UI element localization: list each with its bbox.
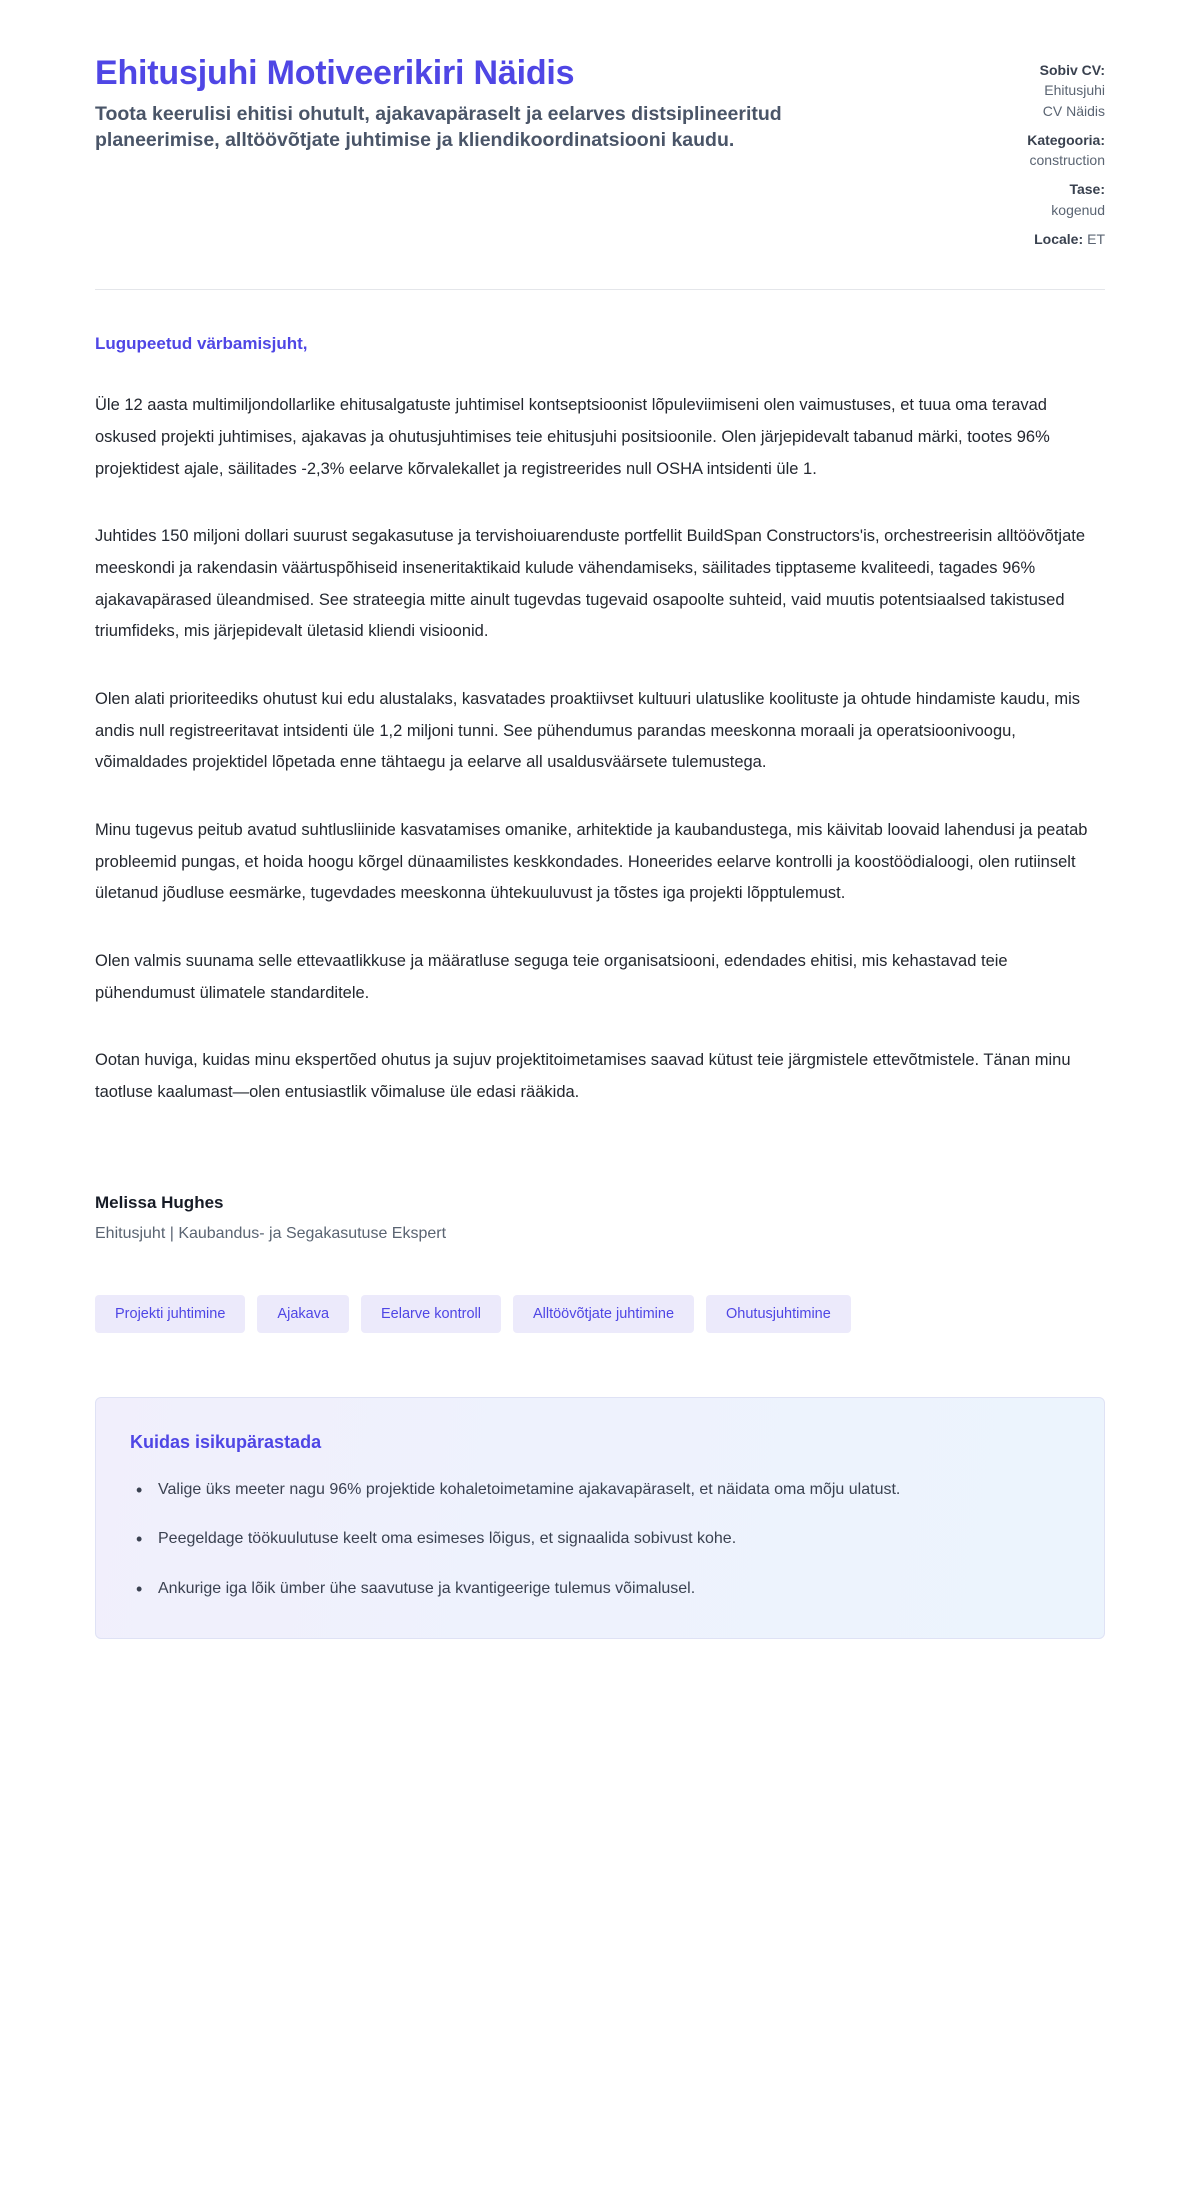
header-text-block bbox=[95, 54, 795, 153]
meta-category-value: construction bbox=[1029, 152, 1105, 169]
meta-category-label: Kategooria: bbox=[1027, 131, 1105, 148]
skill-chip[interactable]: Projekti juhtimine bbox=[95, 1295, 245, 1333]
personalization-tips-list bbox=[130, 1475, 1066, 1604]
tip-list-item: • Peegeldage töökuulutuse keelt oma esimeses lõigus, et signaalida sobivust kohe. bbox=[154, 1524, 1066, 1554]
skill-chip[interactable]: Ohutusjuhtimine bbox=[706, 1295, 851, 1333]
page-subtitle: Toota keerulisi ehitisi ohutult, ajakavapäraselt ja eelarves distsiplineeritud planeerimise, alltöövõtjate juhtimise ja kliendikoordinatsiooni kaudu. bbox=[95, 102, 782, 151]
tip-list-item: • Valige üks meeter nagu 96% projektide kohaletoimetamine ajakavapäraselt, et näidata oma mõju ulatust. bbox=[154, 1475, 1066, 1505]
document-metadata bbox=[915, 54, 1105, 249]
meta-locale-value: ET bbox=[1087, 231, 1105, 248]
personalization-tips-title: Kuidas isikupärastada bbox=[130, 1431, 322, 1452]
tip-list-item: • Ankurige iga lõik ümber ühe saavutuse ja kvantigeerige tulemus võimalusel. bbox=[154, 1574, 1066, 1604]
signature-role: Ehitusjuht | Kaubandus- ja Segakasutuse Ekspert bbox=[95, 1224, 447, 1242]
meta-matching-cv bbox=[915, 60, 1105, 121]
letter-paragraph: Juhtides 150 miljoni dollari suurust segakasutuse ja tervishoiuarenduste portfellit BuildSpan Constructors'is, orchestreerisin alltöövõtjate meeskondi ja rakendasin väärtuspõhiseid inseneritaktikaid kulude vähendamiseks, säilitades tipptaseme kvaliteedi, tagades 96% ajakavapärased üleandmised. See strateegia mitte ainult tugevdas tugevaid osapoolte suhteid, vaid muutis potentsiaalsed takistused triumfideks, mis järjepidevalt ületasid kliendi visioonid. bbox=[95, 527, 1085, 641]
letter-paragraph: Olen valmis suunama selle ettevaatlikkuse ja määratluse seguga teie organisatsiooni, edendades ehitisi, mis kehastavad teie pühendumust ülimatele standarditele. bbox=[95, 952, 1008, 1002]
meta-level-value: kogenud bbox=[1051, 201, 1105, 218]
meta-locale bbox=[915, 229, 1105, 249]
page-header bbox=[95, 40, 1105, 249]
personalization-tips-panel bbox=[95, 1397, 1105, 1639]
skill-chip-list bbox=[95, 1243, 1105, 1333]
letter-body bbox=[95, 290, 1105, 1108]
skill-chip[interactable]: Eelarve kontroll bbox=[361, 1295, 501, 1333]
letter-paragraph: Olen alati prioriteediks ohutust kui edu alustalaks, kasvatades proaktiivset kultuuri ulatuslike koolituste ja ohtude hindamiste kaudu, mis andis null registreeritavat intsidenti üle 1,2 miljoni tunni. See pühendumus parandas meeskonna moraali ja operatsioonivoogu, võimaldades projektidel lõpetada enne tähtaegu ja eelarve all usaldusväärsete tulemustega. bbox=[95, 690, 1081, 772]
letter-salutation: Lugupeetud värbamisjuht, bbox=[95, 334, 308, 354]
letter-paragraph: Üle 12 aasta multimiljondollarlike ehitusalgatuste juhtimisel kontseptsioonist lõpuleviimiseni olen vaimustuses, et tuua oma teravad oskused projekti juhtimises, ajakavas ja ohutusjuhtimises teie ehitusjuhi positsioonile. Olen järjepidevalt tabanud märki, tootes 96% projektidest ajale, säilitades -2,3% eelarve kõrvalekallet ja registreerides null OSHA intsidenti üle 1. bbox=[95, 396, 1050, 478]
letter-paragraph: Minu tugevus peitub avatud suhtlusliinide kasvatamises omanike, arhitektide ja kaubandustega, mis käivitab loovaid lahendusi ja peatab probleemid pungas, et hoida hoogu kõrgel dünaamilistes keskkondades. Honeerides eelarve kontrolli ja koostöödialoogi, olen rutiinselt ületanud jõudluse eesmärke, tugevdades meeskonna ühtekuuluvust ja tõstes iga projekti lõpptulemust. bbox=[95, 821, 1088, 903]
skill-chip[interactable]: Alltöövõtjate juhtimine bbox=[513, 1295, 694, 1333]
meta-level bbox=[915, 179, 1105, 220]
letter-paragraph: Ootan huviga, kuidas minu ekspertõed ohutus ja sujuv projektitoimetamises saavad kütust teie järgmistele ettevõtmistele. Tänan minu taotluse kaalumast—olen entusiastlik võimaluse üle edasi rääkida. bbox=[95, 1051, 1071, 1102]
signature-block bbox=[95, 1145, 1105, 1243]
skill-chip[interactable]: Ajakava bbox=[257, 1295, 349, 1333]
meta-matching-cv-value-line1: Ehitusjuhi bbox=[1044, 82, 1105, 99]
meta-level-label: Tase: bbox=[1069, 181, 1105, 198]
meta-matching-cv-label: Sobiv CV: bbox=[1039, 62, 1105, 78]
meta-category bbox=[915, 130, 1105, 171]
meta-matching-cv-value-line2: CV Näidis bbox=[1042, 102, 1105, 119]
meta-locale-label: Locale: bbox=[1034, 231, 1084, 248]
signature-name: Melissa Hughes bbox=[95, 1192, 224, 1212]
page-title: Ehitusjuhi Motiveerikiri Näidis bbox=[95, 54, 575, 92]
